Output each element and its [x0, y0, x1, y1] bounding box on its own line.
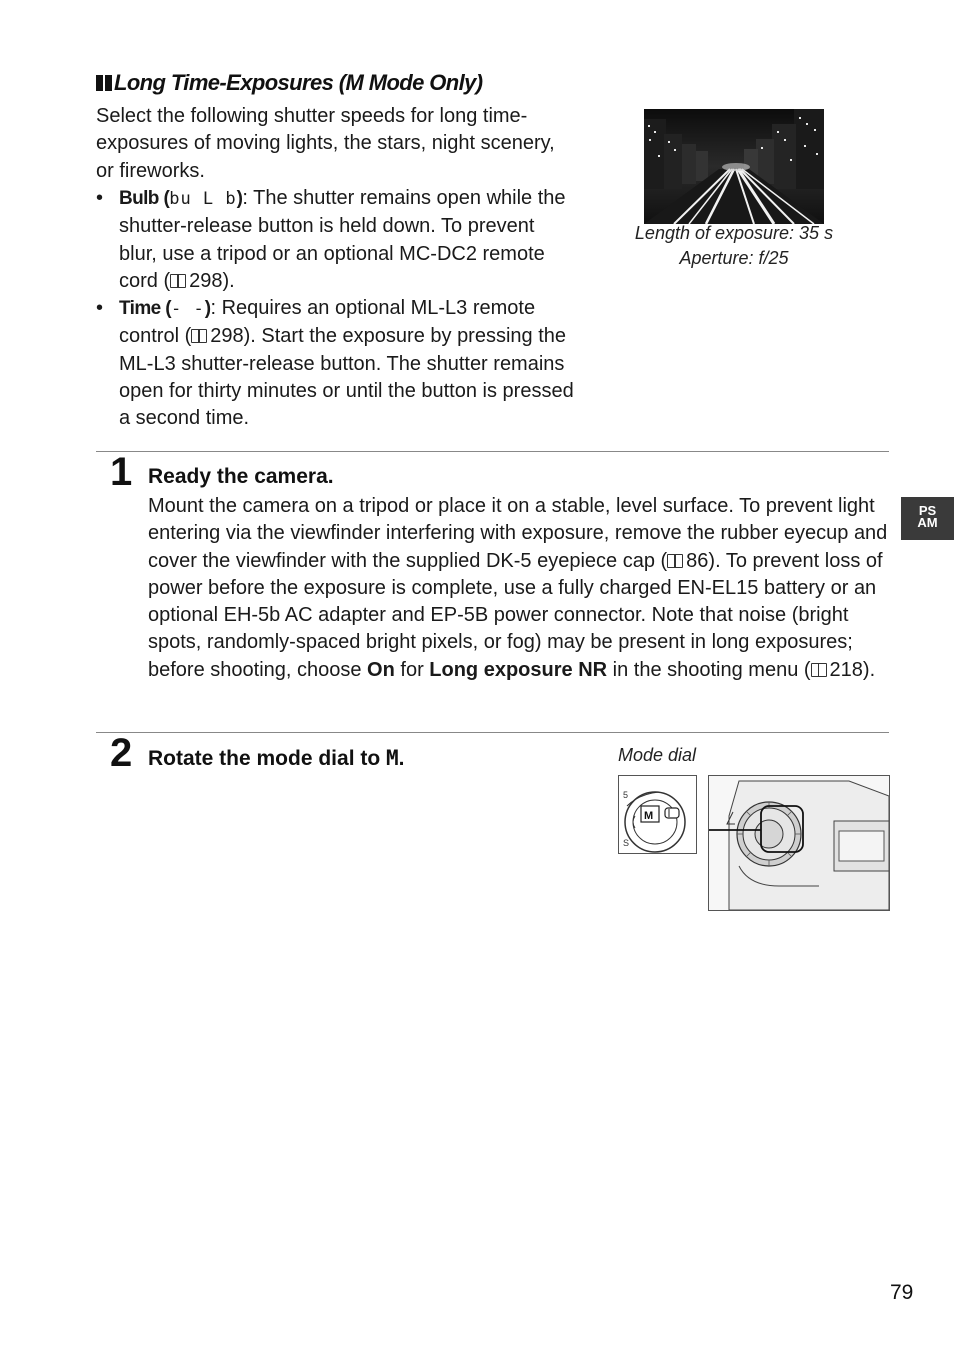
illustration-caption: Mode dial — [618, 745, 697, 765]
intro-paragraph: Select the following shutter speeds for long time-exposures of moving lights, the stars, night scenery, or fireworks. — [96, 105, 555, 182]
page-reference-icon — [811, 663, 827, 677]
list-item-bulb — [96, 185, 576, 295]
photo-caption — [620, 221, 848, 271]
step-number: 1 — [110, 450, 133, 494]
step-title-text: Rotate the mode dial to — [148, 747, 387, 770]
page-reference-icon — [667, 554, 683, 568]
page-reference-icon — [191, 329, 207, 343]
camera-top-illustration — [708, 775, 890, 911]
camera-top-drawing — [709, 776, 889, 910]
paren-open: ( — [160, 298, 172, 320]
bulb-display-readout: bu L b — [169, 189, 237, 209]
page-number: 79 — [890, 1281, 914, 1304]
paren-close: ) — [236, 188, 243, 209]
mode-letter: M — [386, 746, 399, 770]
mode-dial-closeup — [618, 775, 697, 854]
bullet-dot: • — [96, 297, 104, 320]
step-title: Ready the camera. — [148, 465, 334, 488]
time-term: Time — [119, 298, 161, 320]
section-heading-text: Long Time-Exposures (M Mode Only) — [114, 70, 483, 95]
tab-label-line2: AM — [917, 515, 938, 530]
bulb-page-ref[interactable]: 298 — [189, 269, 223, 292]
heading-marker-icon — [105, 75, 112, 91]
step-title-period: . — [398, 747, 405, 770]
photo-caption-aperture: Aperture: f/25 — [679, 248, 789, 268]
menu-item-long-exposure-nr: Long exposure NR — [429, 658, 608, 681]
step-title — [148, 746, 405, 771]
night-highway-image — [644, 109, 824, 224]
bullet-dot: • — [96, 187, 104, 209]
step-body-text: ). To prevent loss of power before the exposure is complete, use a fully charged EN-EL15 battery or an optional EH-5b AC adapter and EP-5B power connector. Note that noise (bright spots, randomly-spaced bright pixels, or fog) may be present in long exposures; before shooting, choose — [148, 549, 883, 681]
page-reference-icon — [170, 274, 186, 288]
time-description-end: ). Start the exposure by pressing the ML-L3 shutter-release button. The shutter remains open for thirty minutes or until the button is pressed a second time. — [119, 325, 574, 430]
step-body-text: for — [394, 658, 430, 681]
mode-section-tab[interactable] — [901, 497, 954, 540]
step-body-text: Mount the camera on a tripod or place it on a stable, level surface. To prevent light entering via the viewfinder interfering with exposure, remove the rubber eyecup and cover the viewfinder with the supplied DK-5 eyepiece cap ( — [148, 495, 888, 572]
time-page-ref[interactable]: 298 — [210, 325, 244, 348]
long-exposure-photo — [644, 109, 824, 224]
shooting-menu-page-ref[interactable]: 218 — [829, 658, 863, 681]
photo-caption-exposure: Length of exposure: 35 s — [634, 223, 834, 243]
option-on: On — [367, 658, 395, 681]
bulb-term: Bulb — [119, 188, 159, 209]
bulb-description-end: ). — [222, 269, 235, 292]
mode-dial-closeup-drawing — [619, 776, 696, 853]
bulb-description: : The shutter remains open while the shutter-release button is held down. To prevent blur, use a tripod or an optional MC-DC2 remote cord ( — [119, 187, 566, 292]
paren-open: ( — [158, 188, 170, 209]
dial-mode-m: M — [644, 810, 654, 822]
heading-marker-icon — [96, 75, 103, 91]
paren-close: ) — [204, 298, 211, 320]
list-item-time — [96, 295, 576, 432]
step-body-text: ). — [862, 658, 876, 681]
time-display-readout: - - — [171, 299, 205, 320]
tab-label-line1: PS — [918, 503, 937, 518]
time-description: : Requires an optional ML-L3 remote control ( — [119, 297, 536, 348]
svg-text:5: 5 — [623, 790, 629, 800]
section-heading — [96, 70, 483, 96]
shutter-speed-list — [96, 185, 576, 433]
step-body-text: in the shooting menu ( — [607, 658, 811, 681]
svg-text:S: S — [623, 838, 630, 848]
section-divider — [96, 451, 889, 452]
step-number: 2 — [110, 731, 133, 775]
section-divider — [96, 732, 889, 733]
eyepiece-page-ref[interactable]: 86 — [686, 549, 709, 572]
step-body — [148, 493, 888, 684]
